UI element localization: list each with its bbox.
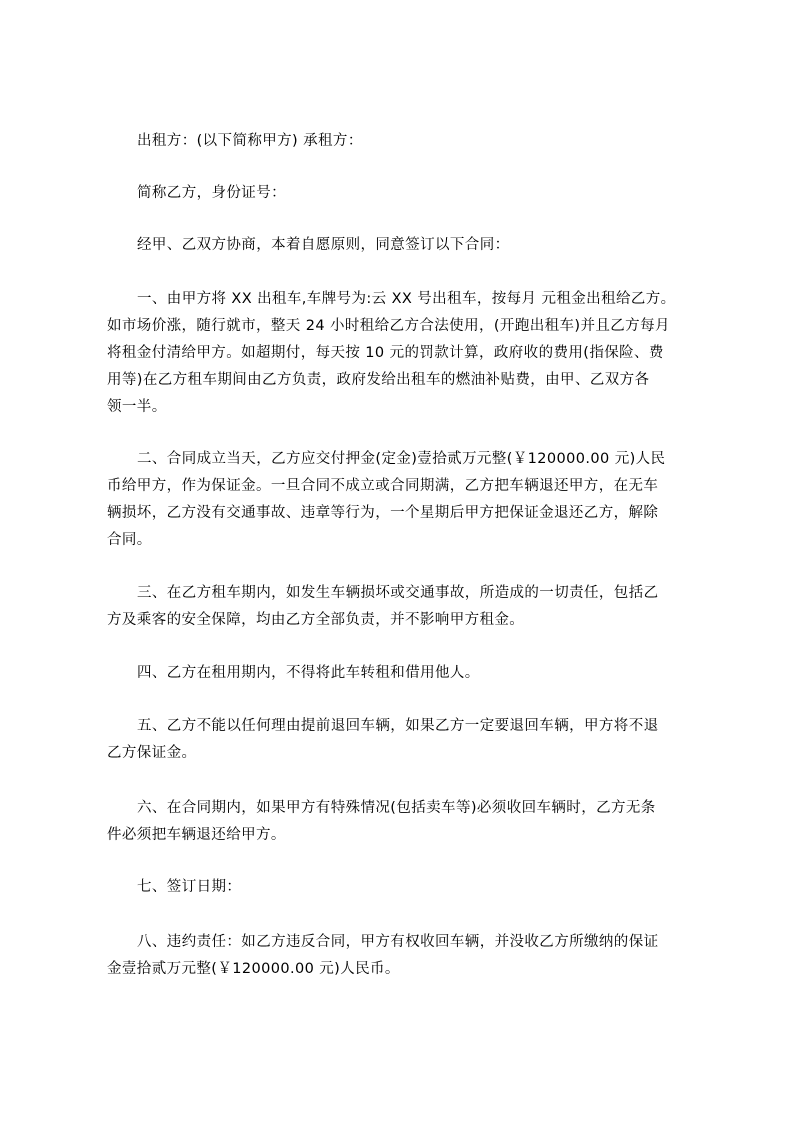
clause-6 (107, 795, 703, 849)
paragraph-line: 合同。 (107, 532, 152, 548)
paragraph-line: 如市场价涨，随行就市，整天 24 小时租给乙方合法使用，(开跑出租车)并且乙方每月 (107, 318, 670, 334)
agreement-intro (107, 232, 703, 259)
paragraph-line: 六、在合同期内，如果甲方有特殊情况(包括卖车等)必须收回车辆时，乙方无条 (137, 800, 656, 816)
clause-4 (107, 660, 703, 687)
paragraph-line: 领一半。 (107, 399, 167, 415)
clause-2 (107, 446, 703, 554)
clause-5 (107, 713, 703, 767)
paragraph-line: 七、签订日期： (137, 879, 242, 895)
paragraph-line: 五、乙方不能以任何理由提前退回车辆，如果乙方一定要退回车辆，甲方将不退 (137, 718, 659, 734)
clause-1 (107, 286, 703, 421)
paragraph-line: 一、由甲方将 XX 出租车,车牌号为:云 XX 号出租车，按每月 元租金出租给乙方。 (137, 291, 676, 307)
paragraph-line: 币给甲方，作为保证金。一旦合同不成立或合同期满，乙方把车辆退还甲方，在无车 (107, 478, 659, 494)
paragraph-line: 用等)在乙方租车期间由乙方负责，政府发给出租车的燃油补贴费，由甲、乙双方各 (107, 372, 650, 388)
paragraph-line: 方及乘客的安全保障，均由乙方全部负责，并不影响甲方租金。 (107, 612, 525, 628)
paragraph-line: 将租金付清给甲方。如超期付，每天按 10 元的罚款计算，政府收的费用(指保险、费 (107, 345, 664, 361)
clause-3 (107, 580, 703, 634)
paragraph-line: 简称乙方，身份证号： (137, 185, 286, 201)
clause-8 (107, 929, 703, 983)
paragraph-line: 出租方：(以下简称甲方) 承租方： (137, 133, 363, 149)
paragraph-line: 辆损坏，乙方没有交通事故、违章等行为，一个星期后甲方把保证金退还乙方，解除 (107, 505, 659, 521)
paragraph-line: 二、合同成立当天，乙方应交付押金(定金)壹拾贰万元整(￥120000.00 元)人民 (137, 451, 666, 467)
paragraph-line: 乙方保证金。 (107, 745, 197, 761)
paragraph-line: 件必须把车辆退还给甲方。 (107, 827, 286, 843)
paragraph-line: 三、在乙方租车期内，如发生车辆损坏或交通事故，所造成的一切责任，包括乙 (137, 585, 659, 601)
paragraph-line: 经甲、乙双方协商，本着自愿原则，同意签订以下合同： (137, 237, 510, 253)
party-b-id-line (107, 180, 703, 207)
paragraph-line: 金壹拾贰万元整(￥120000.00 元)人民币。 (107, 961, 400, 977)
clause-7 (107, 874, 703, 901)
paragraph-line: 八、违约责任：如乙方违反合同，甲方有权收回车辆，并没收乙方所缴纳的保证 (137, 934, 659, 950)
paragraph-line: 四、乙方在租用期内，不得将此车转租和借用他人。 (137, 665, 480, 681)
parties-line (107, 128, 703, 155)
